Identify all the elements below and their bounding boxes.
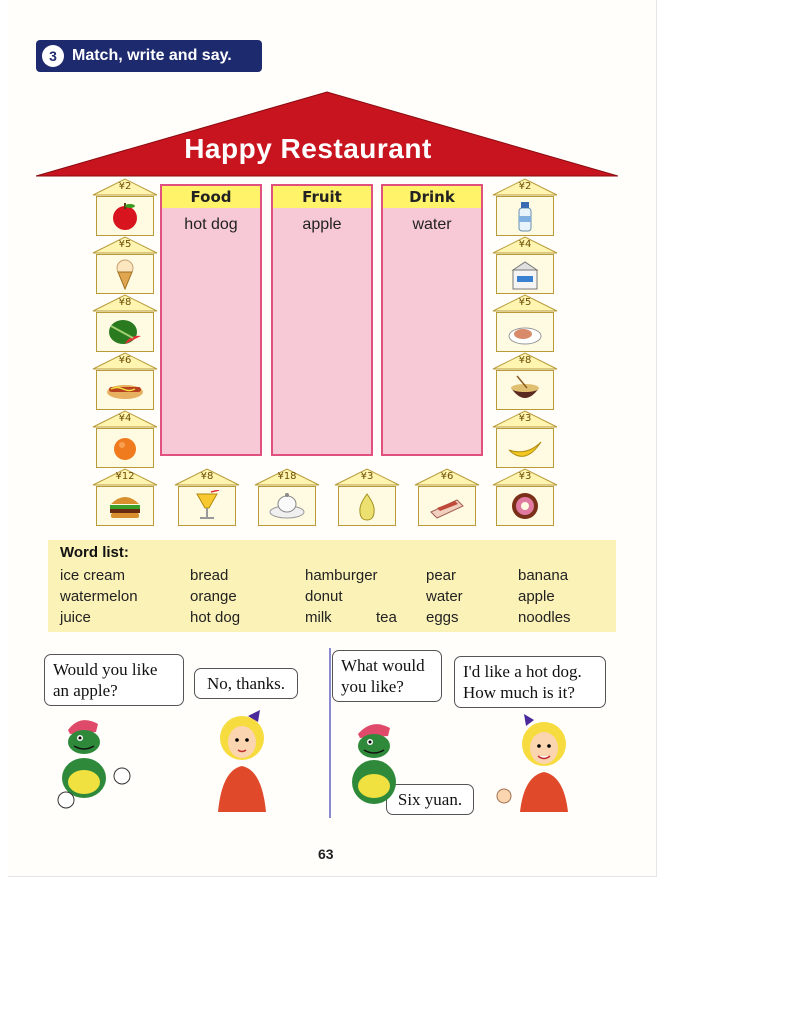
textbook-page [8,0,657,877]
word: milk [305,609,332,626]
bread-icon [505,316,545,348]
price-label: ¥2 [118,181,132,192]
pear-icon [347,490,387,522]
word: pear [426,567,457,584]
word: apple [518,588,555,605]
word: donut [305,588,343,605]
food-column-entry: hot dog [184,216,238,233]
word: banana [518,567,569,584]
price-house [92,410,158,468]
price-house [492,468,558,526]
speech-bubble-right-question: What would you like? [332,650,442,702]
exercise-title: Match, write and say. [72,47,232,64]
price-house [92,352,158,410]
page-number: 63 [318,846,334,862]
donut-icon [505,490,545,522]
exercise-number: 3 [42,45,64,67]
word: water [426,588,463,605]
word: hamburger [305,567,378,584]
price-label: ¥6 [118,355,132,366]
speech-bubble-left-answer: No, thanks. [194,668,298,699]
eggs-icon [267,490,307,522]
price-label: ¥18 [277,471,297,482]
watermelon-icon [105,316,145,348]
food-column [160,184,262,456]
price-house [492,236,558,294]
restaurant-title: Happy Restaurant [184,133,432,164]
price-house [492,294,558,352]
dialogue-divider [329,648,331,818]
word-list-title: Word list: [60,544,129,561]
word: noodles [518,609,571,626]
ice-cream-icon [105,258,145,290]
price-label: ¥8 [118,297,132,308]
price-label: ¥5 [518,297,532,308]
price-house [254,468,320,526]
price-house [414,468,480,526]
price-house [92,294,158,352]
price-label: ¥8 [200,471,214,482]
word-list-panel [48,540,616,632]
price-label: ¥2 [518,181,532,192]
girl-character-icon [494,714,586,814]
price-label: ¥3 [518,413,532,424]
turtle-character-icon [338,716,418,812]
price-label: ¥6 [440,471,454,482]
banana-icon [505,432,545,464]
speech-bubble-right-answer: I'd like a hot dog. How much is it? [454,656,606,708]
juice-icon [187,490,227,522]
turtle-character-icon [46,712,136,812]
word: orange [190,588,237,605]
word: juice [60,609,91,626]
price-label: ¥4 [118,413,132,424]
price-house [174,468,240,526]
tea-icon [427,490,467,522]
word: bread [190,567,229,584]
word: watermelon [60,588,138,605]
price-label: ¥12 [115,471,135,482]
price-house [334,468,400,526]
exercise-header [36,40,262,72]
hot-dog-icon [105,374,145,406]
noodles-bowl-icon [505,374,545,406]
drink-column-entry: water [412,216,452,233]
fruit-column-header: Fruit [273,186,371,208]
drink-column-header: Drink [383,186,481,208]
orange-icon [105,432,145,464]
price-label: ¥4 [518,239,532,250]
price-house [92,468,158,526]
price-house [92,178,158,236]
price-label: ¥3 [518,471,532,482]
price-house [492,178,558,236]
price-label: ¥3 [360,471,374,482]
food-column-header: Food [162,186,260,208]
price-label: ¥5 [118,239,132,250]
apple-icon [105,200,145,232]
speech-bubble-left-question: Would you like an apple? [44,654,184,706]
drink-column [381,184,483,456]
price-house [492,410,558,468]
price-house [492,352,558,410]
milk-carton-icon [505,258,545,290]
price-label: ¥8 [518,355,532,366]
word: eggs [426,609,459,626]
word: ice cream [60,567,126,584]
word: hot dog [190,609,241,626]
fruit-column-entry: apple [302,216,342,233]
hamburger-icon [105,490,145,522]
water-bottle-icon [505,200,545,232]
fruit-column [271,184,373,456]
word: tea [376,609,397,626]
price-house [92,236,158,294]
speech-bubble-price-reply: Six yuan. [386,784,474,815]
girl-character-icon [204,708,280,814]
